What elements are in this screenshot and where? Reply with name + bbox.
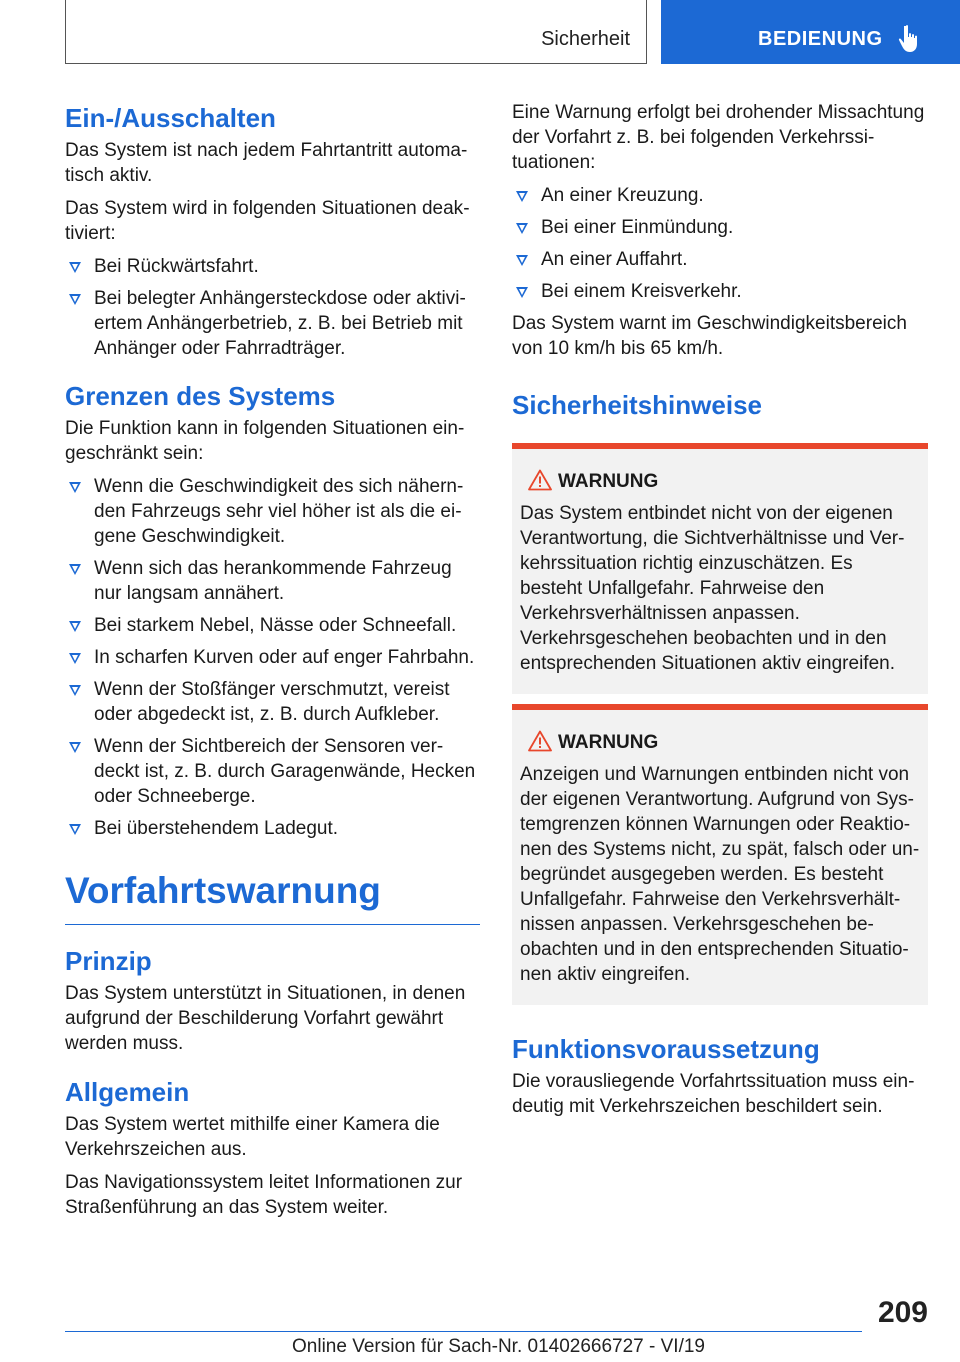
- warning-text: Anzeigen und Warnungen entbinden nicht von der eigenen Verantwortung. Aufgrund von Systemgrenzen können Warnungen oder Reaktionen des Systems nicht, zu spät, falsch oder unbegründet ausgegeben werden. Es besteht Unfallgefahr. Fahrweise den Verkehrsverhältnissen anpassen. Verkehrsgeschehen beobachten und in den entsprechenden Situationen aktiv eingreifen.: [520, 764, 920, 985]
- heading-allgemein: Allgemein: [65, 1077, 190, 1107]
- list-item: [65, 816, 480, 841]
- triangle-bullet-icon: [69, 621, 81, 632]
- triangle-bullet-icon: [69, 564, 81, 575]
- heading-funktionsvoraussetzung: Funktionsvoraussetzung: [512, 1034, 820, 1064]
- warning-text: Das System entbindet nicht von der eigenen Verantwortung, die Sichtverhältnisse und Verkehrssituation richtig einzuschätzen. Es besteht Unfallgefahr. Fahrweise den Verkehrsverhältnissen anpassen. Verkehrsgeschehen beobachten und in den entsprechenden Situationen aktiv eingreifen.: [520, 503, 905, 674]
- warning-title: [520, 469, 920, 495]
- paragraph: Die vorausliegende Vorfahrtssituation muss eindeutig mit Verkehrszeichen beschildert sein.: [512, 1071, 915, 1117]
- list-item-text: Wenn der Stoßfänger verschmutzt, vereist oder abgedeckt ist, z. B. durch Aufkleber.: [94, 679, 450, 725]
- list-item: [65, 645, 480, 670]
- warning-box: [512, 704, 928, 1005]
- header-chapter-tab[interactable]: [661, 0, 960, 64]
- heading-ein-ausschalten: Ein-/Ausschalten: [65, 103, 276, 133]
- list-item-text: Bei einer Einmündung.: [541, 217, 734, 238]
- warning-title: [520, 730, 920, 756]
- list-item-text: Bei starkem Nebel, Nässe oder Schneefall.: [94, 615, 457, 636]
- list-item-text: Bei belegter Anhängersteckdose oder aktiviertem Anhängerbetrieb, z. B. bei Betrieb mit Anhänger oder Fahrradträger.: [94, 288, 466, 359]
- list-item: [512, 247, 928, 272]
- triangle-bullet-icon: [69, 685, 81, 696]
- list-item-text: Bei einem Kreisverkehr.: [541, 281, 742, 302]
- list-item-text: In scharfen Kurven oder auf enger Fahrbahn.: [94, 647, 475, 668]
- chapter-heading-vorfahrtswarnung: Vorfahrtswarnung: [65, 866, 480, 925]
- list-deactivation: [65, 254, 480, 361]
- list-item-text: Wenn sich das herankommende Fahrzeug nur langsam annähert.: [94, 558, 452, 604]
- list-item: [65, 556, 480, 606]
- list-item: [65, 677, 480, 727]
- paragraph: Das System unterstützt in Situationen, in denen aufgrund der Beschilderung Vorfahrt gewährt werden muss.: [65, 983, 466, 1054]
- paragraph: Eine Warnung erfolgt bei drohender Missachtung der Vorfahrt z. B. bei folgenden Verkehrssituationen:: [512, 102, 925, 173]
- triangle-bullet-icon: [69, 653, 81, 664]
- list-item-text: Bei überstehendem Ladegut.: [94, 818, 339, 839]
- triangle-bullet-icon: [69, 824, 81, 835]
- warning-label: WARNUNG: [558, 471, 659, 492]
- paragraph: Die Funktion kann in folgenden Situationen eingeschränkt sein:: [65, 418, 465, 464]
- list-item-text: An einer Auffahrt.: [541, 249, 688, 270]
- warning-triangle-icon: [528, 469, 552, 491]
- list-limits: [65, 474, 480, 841]
- list-item: [512, 279, 928, 304]
- hand-pointer-icon: [895, 24, 921, 54]
- footer-online-version: Online Version für Sach-Nr. 01402666727 - VI/19: [292, 1336, 705, 1357]
- paragraph: Das System warnt im Geschwindigkeitsbereich von 10 km/h bis 65 km/h.: [512, 313, 907, 359]
- header-chapter-label: BEDIENUNG: [758, 28, 883, 50]
- left-column: [65, 100, 480, 1228]
- list-item: [65, 734, 480, 809]
- heading-prinzip: Prinzip: [65, 946, 152, 976]
- triangle-bullet-icon: [516, 255, 528, 266]
- list-item: [65, 613, 480, 638]
- header-section-title: Sicherheit: [541, 28, 630, 50]
- list-item-text: Bei Rückwärtsfahrt.: [94, 256, 259, 277]
- triangle-bullet-icon: [69, 262, 81, 273]
- list-item: [512, 183, 928, 208]
- triangle-bullet-icon: [516, 223, 528, 234]
- footer-divider: [65, 1331, 862, 1332]
- paragraph: Das System ist nach jedem Fahrtantritt automatisch aktiv.: [65, 140, 468, 186]
- paragraph: Das Navigationssystem leitet Informationen zur Straßenführung an das System weiter.: [65, 1172, 463, 1218]
- triangle-bullet-icon: [516, 287, 528, 298]
- list-item-text: Wenn der Sichtbereich der Sensoren verdeckt ist, z. B. durch Garagenwände, Hecken oder Schneeberge.: [94, 736, 476, 807]
- list-item-text: An einer Kreuzung.: [541, 185, 704, 206]
- list-item: [512, 215, 928, 240]
- triangle-bullet-icon: [69, 742, 81, 753]
- triangle-bullet-icon: [69, 482, 81, 493]
- list-item: [65, 286, 480, 361]
- triangle-bullet-icon: [69, 294, 81, 305]
- list-item-text: Wenn die Geschwindigkeit des sich nähernden Fahrzeugs sehr viel höher ist als die eigene Geschwindigkeit.: [94, 476, 464, 547]
- paragraph: Das System wertet mithilfe einer Kamera die Verkehrszeichen aus.: [65, 1114, 440, 1160]
- right-column: [512, 100, 928, 1127]
- list-situations: [512, 183, 928, 304]
- warning-label: WARNUNG: [558, 732, 659, 753]
- heading-grenzen: Grenzen des Systems: [65, 381, 336, 411]
- paragraph: Das System wird in folgenden Situationen deaktiviert:: [65, 198, 470, 244]
- warning-box: [512, 443, 928, 694]
- list-item: [65, 474, 480, 549]
- heading-sicherheitshinweise: Sicherheitshinweise: [512, 390, 762, 420]
- page-number: 209: [877, 1296, 928, 1329]
- triangle-bullet-icon: [516, 191, 528, 202]
- header-section-box: [65, 0, 647, 64]
- list-item: [65, 254, 480, 279]
- warning-triangle-icon: [528, 730, 552, 752]
